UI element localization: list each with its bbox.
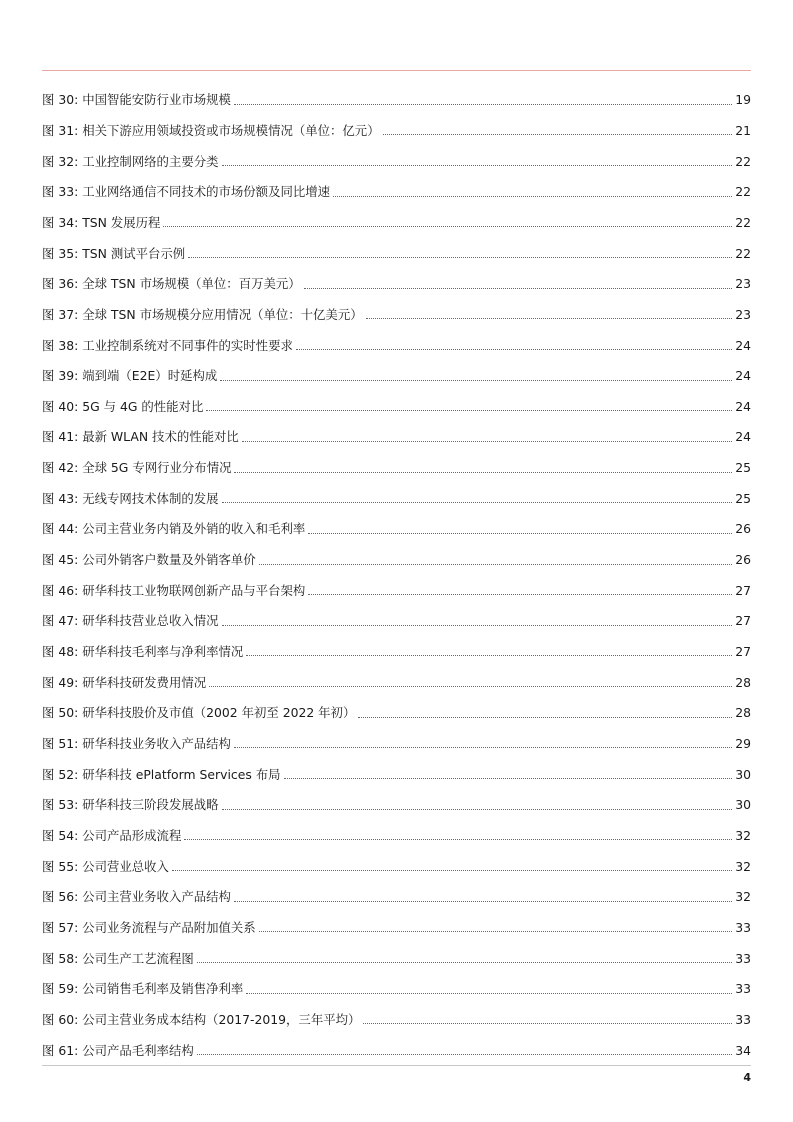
toc-entry-label[interactable]: 图 45: 公司外销客户数量及外销客单价	[42, 552, 256, 568]
toc-entry-page[interactable]: 30	[735, 766, 751, 782]
toc-dot-leader	[234, 104, 732, 105]
toc-entry[interactable]	[42, 908, 751, 939]
toc-dot-leader	[220, 380, 732, 381]
toc-dot-leader	[163, 226, 732, 227]
toc-entry-label[interactable]: 图 30: 中国智能安防行业市场规模	[42, 92, 231, 108]
toc-entry[interactable]	[42, 540, 751, 571]
toc-entry-page[interactable]: 33	[735, 981, 751, 997]
figure-toc-list	[42, 80, 751, 1061]
toc-entry-label[interactable]: 图 58: 公司生产工艺流程图	[42, 950, 194, 966]
toc-entry[interactable]	[42, 233, 751, 264]
toc-entry[interactable]	[42, 601, 751, 632]
toc-dot-leader	[184, 839, 732, 840]
toc-entry[interactable]	[42, 724, 751, 755]
toc-dot-leader	[259, 564, 733, 565]
toc-dot-leader	[222, 809, 733, 810]
toc-entry-label[interactable]: 图 52: 研华科技 ePlatform Services 布局	[42, 766, 281, 782]
toc-dot-leader	[308, 533, 732, 534]
toc-entry-label[interactable]: 图 40: 5G 与 4G 的性能对比	[42, 398, 204, 414]
toc-dot-leader	[259, 931, 733, 932]
toc-entry-label[interactable]: 图 37: 全球 TSN 市场规模分应用情况（单位：十亿美元）	[42, 306, 363, 322]
toc-entry-page[interactable]: 24	[735, 398, 751, 414]
toc-entry-page[interactable]: 24	[735, 368, 751, 384]
toc-entry[interactable]	[42, 754, 751, 785]
toc-entry-page[interactable]: 23	[735, 276, 751, 292]
toc-entry[interactable]	[42, 172, 751, 203]
toc-entry[interactable]	[42, 785, 751, 816]
toc-dot-leader	[222, 625, 733, 626]
toc-entry[interactable]	[42, 571, 751, 602]
page-number: 4	[743, 1071, 751, 1084]
toc-entry-label[interactable]: 图 39: 端到端（E2E）时延构成	[42, 368, 218, 384]
toc-entry-label[interactable]: 图 34: TSN 发展历程	[42, 214, 161, 230]
toc-entry-page[interactable]: 30	[735, 797, 751, 813]
toc-entry[interactable]	[42, 816, 751, 847]
toc-entry-page[interactable]: 27	[735, 582, 751, 598]
toc-entry-page[interactable]: 23	[735, 306, 751, 322]
toc-entry-page[interactable]: 24	[735, 337, 751, 353]
toc-entry-page[interactable]: 28	[735, 674, 751, 690]
toc-entry-label[interactable]: 图 35: TSN 测试平台示例	[42, 245, 186, 261]
toc-dot-leader	[366, 318, 733, 319]
toc-dot-leader	[222, 502, 733, 503]
toc-dot-leader	[363, 1023, 732, 1024]
toc-entry[interactable]	[42, 1000, 751, 1031]
toc-entry[interactable]	[42, 662, 751, 693]
toc-entry[interactable]	[42, 295, 751, 326]
toc-entry-page[interactable]: 25	[735, 490, 751, 506]
toc-dot-leader	[234, 901, 732, 902]
toc-entry-page[interactable]: 25	[735, 460, 751, 476]
toc-dot-leader	[304, 288, 733, 289]
toc-entry[interactable]	[42, 846, 751, 877]
toc-entry-page[interactable]: 19	[735, 92, 751, 108]
toc-entry-page[interactable]: 26	[735, 521, 751, 537]
toc-entry[interactable]	[42, 387, 751, 418]
toc-entry-page[interactable]: 22	[735, 214, 751, 230]
toc-entry-label[interactable]: 图 54: 公司产品形成流程	[42, 828, 182, 843]
toc-entry[interactable]	[42, 141, 751, 172]
toc-entry[interactable]	[42, 632, 751, 663]
toc-dot-leader	[333, 196, 732, 197]
toc-entry-label[interactable]: 图 61: 公司产品毛利率结构	[42, 1042, 194, 1058]
toc-entry-label[interactable]: 图 44: 公司主营业务内销及外销的收入和毛利率	[42, 521, 306, 537]
toc-entry-label[interactable]: 图 48: 研华科技毛利率与净利率情况	[42, 644, 244, 660]
toc-entry[interactable]	[42, 356, 751, 387]
toc-entry[interactable]	[42, 325, 751, 356]
toc-entry-label[interactable]: 图 36: 全球 TSN 市场规模（单位：百万美元）	[42, 276, 301, 292]
toc-entry-page[interactable]: 28	[735, 705, 751, 721]
toc-entry-label[interactable]: 图 59: 公司销售毛利率及销售净利率	[42, 981, 244, 997]
toc-entry-label[interactable]: 图 47: 研华科技营业总收入情况	[42, 613, 219, 629]
toc-entry-page[interactable]: 32	[735, 828, 751, 843]
toc-dot-leader	[197, 1054, 732, 1055]
toc-dot-leader	[209, 686, 732, 687]
toc-dot-leader	[383, 134, 733, 135]
toc-entry-page[interactable]: 33	[735, 950, 751, 966]
toc-entry[interactable]	[42, 969, 751, 1000]
toc-entry-label[interactable]: 图 43: 无线专网技术体制的发展	[42, 490, 219, 506]
header-rule	[42, 70, 751, 71]
toc-entry-page[interactable]: 22	[735, 245, 751, 261]
toc-entry-page[interactable]: 24	[735, 429, 751, 445]
toc-entry[interactable]	[42, 448, 751, 479]
toc-entry[interactable]	[42, 938, 751, 969]
toc-entry[interactable]	[42, 509, 751, 540]
toc-entry-page[interactable]: 33	[735, 919, 751, 935]
toc-entry[interactable]	[42, 1030, 751, 1061]
toc-dot-leader	[234, 472, 732, 473]
toc-dot-leader	[284, 778, 733, 779]
toc-entry[interactable]	[42, 111, 751, 142]
toc-entry-page[interactable]: 27	[735, 613, 751, 629]
toc-entry[interactable]	[42, 264, 751, 295]
toc-entry-label[interactable]: 图 56: 公司主营业务收入产品结构	[42, 889, 231, 905]
toc-dot-leader	[188, 257, 732, 258]
toc-entry-label[interactable]: 图 51: 研华科技业务收入产品结构	[42, 736, 231, 752]
toc-entry[interactable]	[42, 203, 751, 234]
toc-entry-page[interactable]: 32	[735, 889, 751, 905]
toc-entry-page[interactable]: 26	[735, 552, 751, 568]
toc-entry-label[interactable]: 图 55: 公司营业总收入	[42, 858, 169, 874]
toc-dot-leader	[246, 655, 732, 656]
toc-entry-page[interactable]: 29	[735, 736, 751, 752]
toc-dot-leader	[358, 717, 732, 718]
toc-dot-leader	[206, 410, 732, 411]
toc-entry[interactable]	[42, 693, 751, 724]
toc-entry-label[interactable]: 图 57: 公司业务流程与产品附加值关系	[42, 919, 256, 935]
toc-entry[interactable]	[42, 877, 751, 908]
toc-entry-label[interactable]: 图 38: 工业控制系统对不同事件的实时性要求	[42, 337, 293, 353]
toc-entry-label[interactable]: 图 41: 最新 WLAN 技术的性能对比	[42, 429, 239, 445]
toc-entry-label[interactable]: 图 46: 研华科技工业物联网创新产品与平台架构	[42, 582, 306, 598]
toc-dot-leader	[222, 165, 733, 166]
toc-entry[interactable]	[42, 479, 751, 510]
toc-entry-page[interactable]: 21	[735, 122, 751, 138]
toc-entry[interactable]	[42, 417, 751, 448]
toc-entry-label[interactable]: 图 49: 研华科技研发费用情况	[42, 674, 207, 690]
toc-entry-label[interactable]: 图 60: 公司主营业务成本结构（2017-2019，三年平均）	[42, 1011, 361, 1027]
toc-entry-label[interactable]: 图 31: 相关下游应用领域投资或市场规模情况（单位：亿元）	[42, 122, 380, 138]
toc-entry-label[interactable]: 图 50: 研华科技股价及市值（2002 年初至 2022 年初）	[42, 705, 356, 721]
toc-dot-leader	[308, 594, 732, 595]
toc-entry[interactable]	[42, 80, 751, 111]
footer-rule	[42, 1065, 751, 1066]
toc-entry-label[interactable]: 图 33: 工业网络通信不同技术的市场份额及同比增速	[42, 184, 331, 200]
toc-entry-page[interactable]: 27	[735, 644, 751, 660]
toc-dot-leader	[197, 962, 732, 963]
toc-entry-label[interactable]: 图 32: 工业控制网络的主要分类	[42, 153, 219, 169]
toc-entry-page[interactable]: 32	[735, 858, 751, 874]
toc-dot-leader	[234, 747, 732, 748]
toc-entry-label[interactable]: 图 42: 全球 5G 专网行业分布情况	[42, 460, 232, 476]
toc-dot-leader	[242, 441, 732, 442]
toc-entry-page[interactable]: 22	[735, 153, 751, 169]
toc-entry-page[interactable]: 33	[735, 1011, 751, 1027]
toc-entry-label[interactable]: 图 53: 研华科技三阶段发展战略	[42, 797, 219, 813]
toc-entry-page[interactable]: 34	[735, 1042, 751, 1058]
toc-entry-page[interactable]: 22	[735, 184, 751, 200]
toc-dot-leader	[296, 349, 732, 350]
toc-dot-leader	[172, 870, 732, 871]
toc-dot-leader	[246, 993, 732, 994]
